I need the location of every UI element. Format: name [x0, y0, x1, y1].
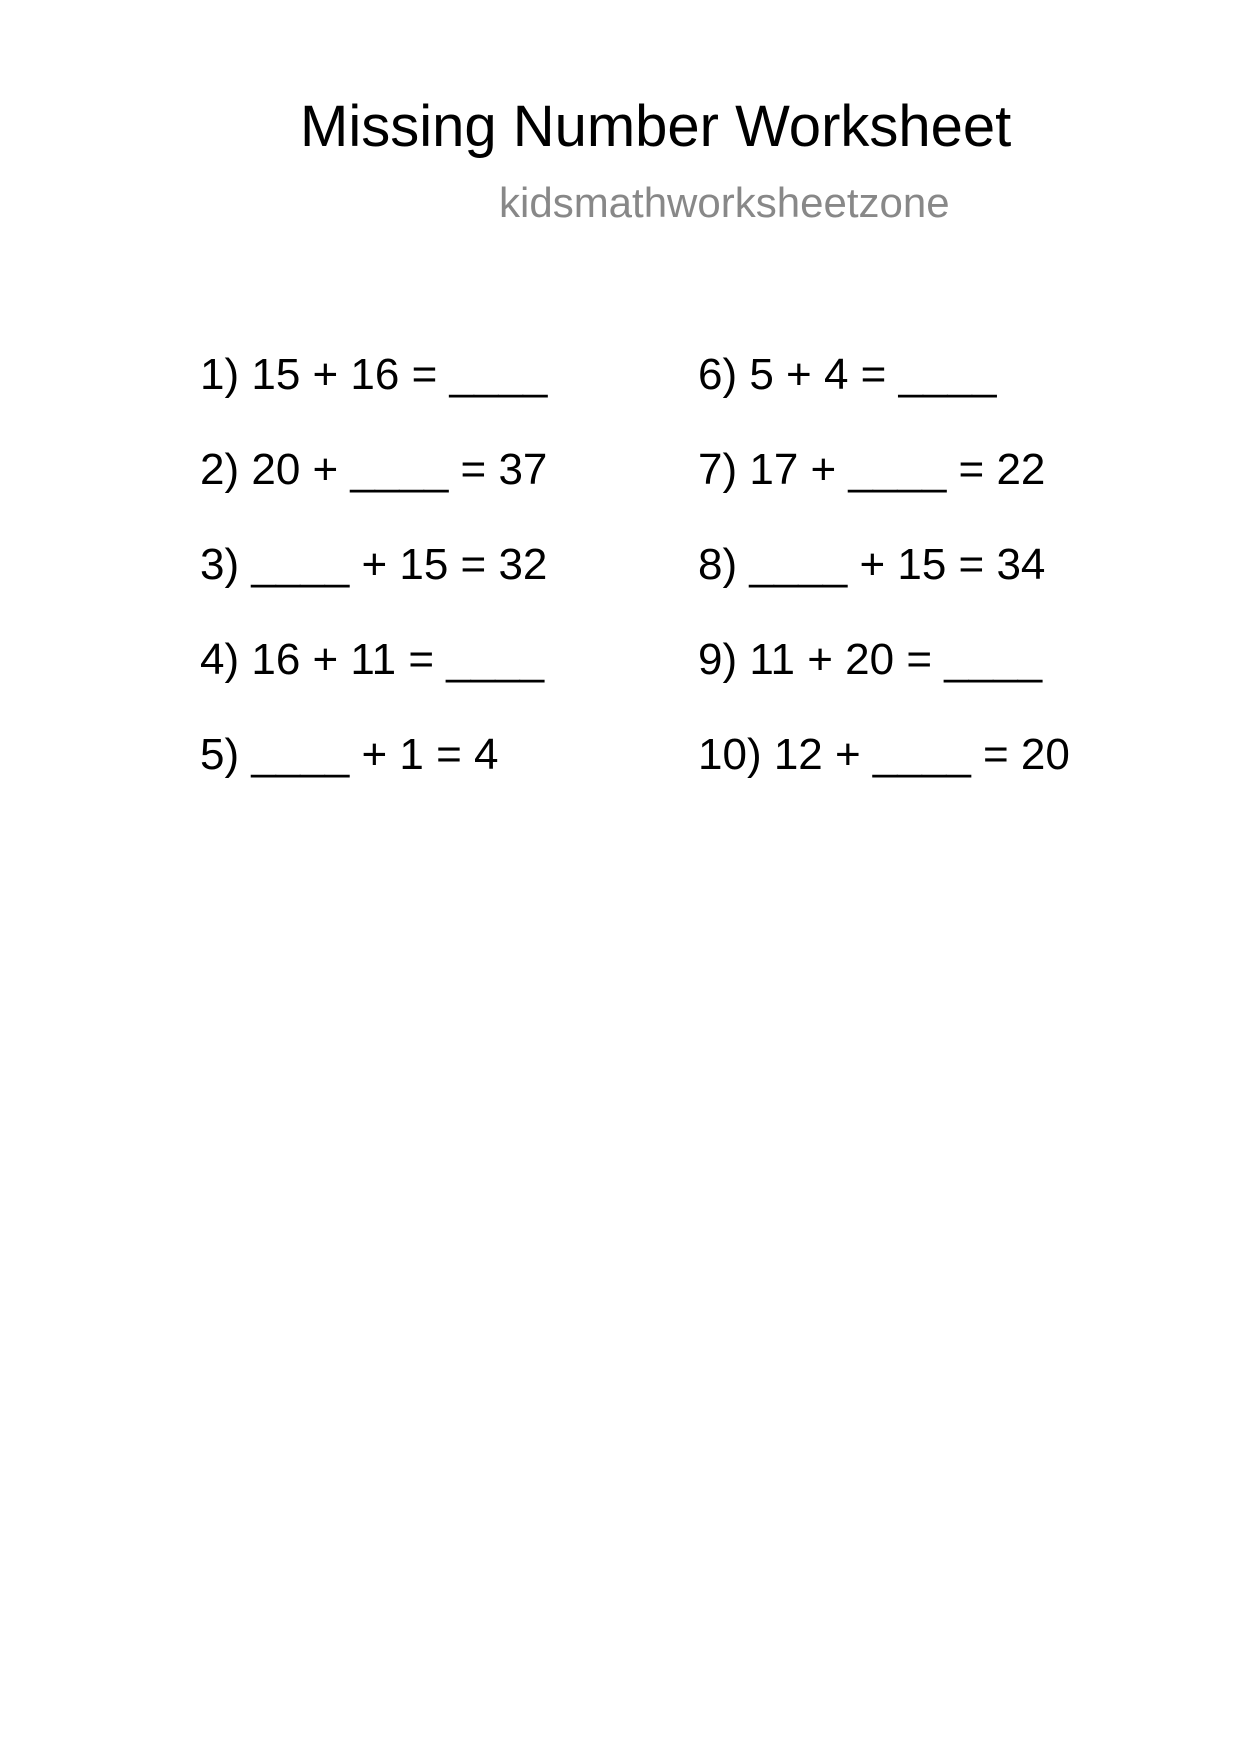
- problem-2: 2) 20 + ____ = 37: [200, 445, 548, 494]
- problem-5: 5) ____ + 1 = 4: [200, 730, 499, 779]
- problem-9: 9) 11 + 20 = ____: [698, 635, 1043, 684]
- problem-6: 6) 5 + 4 = ____: [698, 350, 997, 399]
- problem-1: 1) 15 + 16 = ____: [200, 350, 548, 399]
- problem-8: 8) ____ + 15 = 34: [698, 540, 1046, 589]
- problem-4: 4) 16 + 11 = ____: [200, 635, 545, 684]
- site-watermark: kidsmathworksheetzone: [499, 179, 950, 226]
- problem-7: 7) 17 + ____ = 22: [698, 445, 1046, 494]
- problem-10: 10) 12 + ____ = 20: [698, 730, 1070, 779]
- problem-3: 3) ____ + 15 = 32: [200, 540, 548, 589]
- page-title: Missing Number Worksheet: [300, 94, 1012, 159]
